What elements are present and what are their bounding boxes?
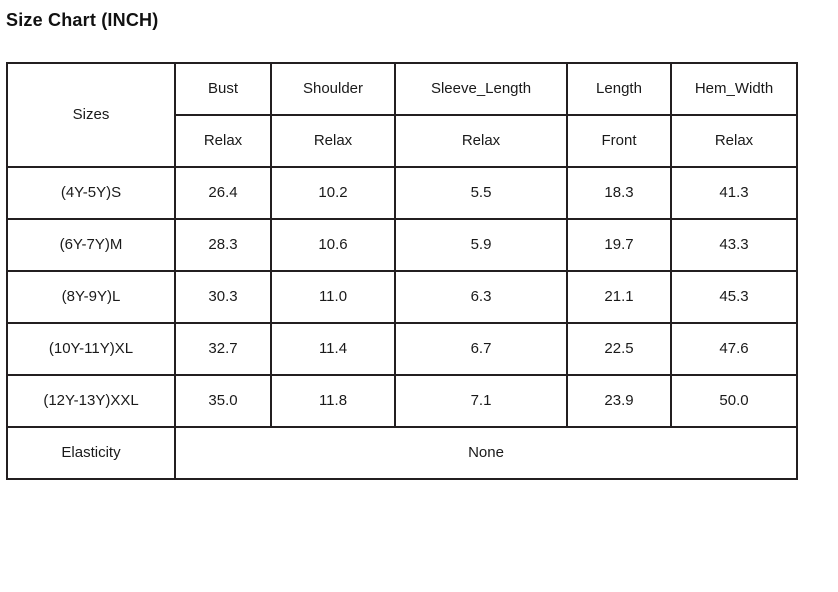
table-header-row-measure [7,63,797,115]
cell-hem-width: 43.3 [671,219,797,271]
header-bust: Bust [175,63,271,115]
row-size-label: (8Y-9Y)L [7,271,175,323]
elasticity-row [7,427,797,479]
header-hem-width: Hem_Width [671,63,797,115]
page-title: Size Chart (INCH) [6,10,159,30]
elasticity-label: Elasticity [7,427,175,479]
table-row [7,219,797,271]
subheader-hem-fit: Relax [671,115,797,167]
cell-length: 23.9 [567,375,671,427]
row-size-label: (6Y-7Y)M [7,219,175,271]
cell-hem-width: 45.3 [671,271,797,323]
table-row [7,375,797,427]
subheader-sleeve-fit: Relax [395,115,567,167]
subheader-bust-fit: Relax [175,115,271,167]
subheader-shoulder-fit: Relax [271,115,395,167]
row-size-label: (4Y-5Y)S [7,167,175,219]
table-row [7,323,797,375]
cell-hem-width: 41.3 [671,167,797,219]
cell-length: 21.1 [567,271,671,323]
cell-shoulder: 10.2 [271,167,395,219]
cell-sleeve-length: 7.1 [395,375,567,427]
cell-shoulder: 10.6 [271,219,395,271]
header-shoulder: Shoulder [271,63,395,115]
cell-length: 22.5 [567,323,671,375]
cell-length: 19.7 [567,219,671,271]
row-size-label: (10Y-11Y)XL [7,323,175,375]
elasticity-value: None [175,427,797,479]
header-length: Length [567,63,671,115]
cell-bust: 35.0 [175,375,271,427]
cell-sleeve-length: 5.5 [395,167,567,219]
cell-bust: 28.3 [175,219,271,271]
cell-shoulder: 11.0 [271,271,395,323]
cell-bust: 26.4 [175,167,271,219]
cell-shoulder: 11.8 [271,375,395,427]
table-row [7,167,797,219]
row-size-label: (12Y-13Y)XXL [7,375,175,427]
table-row [7,271,797,323]
size-chart-table [6,62,798,480]
subheader-length-fit: Front [567,115,671,167]
cell-hem-width: 47.6 [671,323,797,375]
cell-sleeve-length: 6.3 [395,271,567,323]
cell-bust: 32.7 [175,323,271,375]
cell-sleeve-length: 5.9 [395,219,567,271]
cell-hem-width: 50.0 [671,375,797,427]
cell-bust: 30.3 [175,271,271,323]
header-sleeve-length: Sleeve_Length [395,63,567,115]
cell-shoulder: 11.4 [271,323,395,375]
size-chart-table-wrapper [6,62,796,480]
cell-sleeve-length: 6.7 [395,323,567,375]
header-sizes: Sizes [7,63,175,167]
cell-length: 18.3 [567,167,671,219]
